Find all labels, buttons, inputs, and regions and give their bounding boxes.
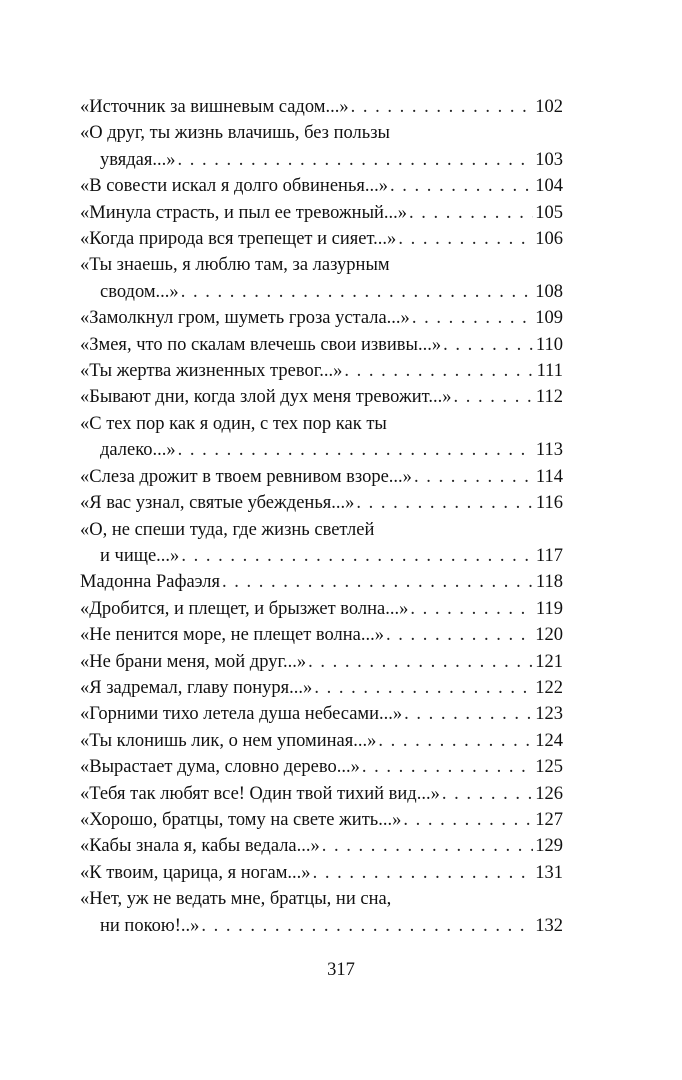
- toc-entry: [80, 490, 563, 516]
- dot-leader: [453, 384, 533, 410]
- toc-entry-title-line: «Слеза дрожит в твоем ревнивом взоре...»: [80, 466, 412, 487]
- toc-entry: [80, 596, 563, 622]
- dot-leader: [390, 173, 533, 199]
- toc-entry-page-number: 132: [535, 915, 563, 936]
- toc-entry: [80, 94, 563, 120]
- toc-entry: [80, 120, 563, 173]
- toc-entry-title-line: «С тех пор как я один, с тех пор как ты: [80, 413, 387, 434]
- toc-entry: [80, 358, 563, 384]
- toc-entry-page-number: 116: [535, 493, 563, 514]
- toc-entry-page-number: 127: [535, 809, 563, 830]
- toc-entry: [80, 675, 563, 701]
- dot-leader: [404, 701, 533, 727]
- toc-entry-row: [80, 173, 563, 199]
- toc-entry-page-number: 112: [535, 387, 563, 408]
- toc-entry-title-line: «Я вас узнал, святые убежденья...»: [80, 493, 355, 514]
- toc-entry-row: [80, 147, 563, 173]
- dot-leader: [351, 94, 534, 120]
- dot-leader: [201, 913, 533, 939]
- toc-entry-row: [80, 200, 563, 226]
- toc-entry-page-number: 104: [535, 176, 563, 197]
- toc-entry-row: [80, 490, 563, 516]
- toc-entry-row: [80, 384, 563, 410]
- toc-entry-page-number: 122: [535, 677, 563, 698]
- toc-entry-title-line: «Я задремал, главу понуря...»: [80, 677, 313, 698]
- toc-entry: [80, 411, 563, 464]
- toc-entry-title-line: «Хорошо, братцы, тому на свете жить...»: [80, 809, 402, 830]
- dot-leader: [442, 781, 533, 807]
- toc-entry-page-number: 121: [535, 651, 563, 672]
- toc-entry-row: [80, 305, 563, 331]
- toc-entry-title-line: и чище...»: [100, 545, 180, 566]
- dot-leader: [412, 305, 533, 331]
- dot-leader: [386, 622, 533, 648]
- toc-entry-page-number: 110: [535, 334, 563, 355]
- toc-entry-title-line: «Источник за вишневым садом...»: [80, 97, 349, 117]
- dot-leader: [308, 649, 533, 675]
- page-number: 317: [327, 960, 355, 980]
- toc-entry-row: [80, 781, 563, 807]
- toc-entry: [80, 886, 563, 939]
- toc-entry: [80, 728, 563, 754]
- toc-entry-page-number: 114: [535, 466, 563, 487]
- dot-leader: [181, 543, 534, 569]
- toc-entry-title-line: «О, не спеши туда, где жизнь светлей: [80, 519, 375, 540]
- toc-entry-row: [80, 569, 563, 595]
- toc-entry: [80, 517, 563, 570]
- dot-leader: [178, 147, 534, 173]
- toc-entry-title-line: сводом...»: [100, 281, 179, 302]
- dot-leader: [378, 728, 533, 754]
- toc-entry: [80, 781, 563, 807]
- dot-leader: [344, 358, 534, 384]
- dot-leader: [443, 332, 534, 358]
- toc-entry-title-line: «Вырастает дума, словно дерево...»: [80, 757, 360, 778]
- toc-entry-title-line: «Когда природа вся трепещет и сияет...»: [80, 229, 397, 250]
- toc-entry-row: [80, 464, 563, 490]
- toc-entry-page-number: 111: [536, 361, 563, 382]
- dot-leader: [178, 437, 534, 463]
- toc-entry-title-line: «Бывают дни, когда злой дух меня тревожит...»: [80, 387, 452, 408]
- toc-entry-title-line: «О друг, ты жизнь влачишь, без пользы: [80, 123, 390, 144]
- toc-entry-row: [80, 279, 563, 305]
- toc-entry: [80, 384, 563, 410]
- toc-entry-row: [80, 358, 563, 384]
- toc-entry: [80, 622, 563, 648]
- toc-entry-title-line: «Ты знаешь, я люблю там, за лазурным: [80, 255, 390, 276]
- dot-leader: [356, 490, 534, 516]
- toc-entry-title-line: «Замолкнул гром, шуметь гроза устала...»: [80, 308, 410, 329]
- table-of-contents: [80, 94, 563, 939]
- toc-entry: [80, 701, 563, 727]
- toc-entry-page-number: 126: [535, 783, 563, 804]
- toc-entry-row: [80, 913, 563, 939]
- toc-entry-title-line: «Ты жертва жизненных тревог...»: [80, 361, 343, 382]
- toc-entry: [80, 252, 563, 305]
- dot-leader: [314, 675, 533, 701]
- dot-leader: [322, 833, 533, 859]
- toc-entry-page-number: 125: [535, 757, 563, 778]
- toc-entry-page-number: 120: [535, 625, 563, 646]
- dot-leader: [313, 860, 534, 886]
- toc-entry-title-line: ни покою!..»: [100, 915, 200, 936]
- toc-entry-row: [80, 701, 563, 727]
- dot-leader: [403, 807, 533, 833]
- toc-entry: [80, 860, 563, 886]
- toc-entry: [80, 569, 563, 595]
- toc-entry-row: [80, 94, 563, 120]
- toc-entry: [80, 173, 563, 199]
- dot-leader: [409, 200, 533, 226]
- toc-entry-page-number: 117: [535, 545, 563, 566]
- toc-entry-title-line: «Нет, уж не ведать мне, братцы, ни сна,: [80, 889, 392, 910]
- toc-entry-title-line: «Кабы знала я, кабы ведала...»: [80, 836, 320, 857]
- toc-entry-page-number: 124: [535, 730, 563, 751]
- toc-entry-row: [80, 754, 563, 780]
- toc-entry-row: [80, 226, 563, 252]
- toc-entry-title-line: «Минула страсть, и пыл ее тревожный...»: [80, 202, 408, 223]
- toc-entry-row: [80, 596, 563, 622]
- toc-entry-title-line: Мадонна Рафаэля: [80, 572, 221, 593]
- toc-entry-title-line: «Не брани меня, мой друг...»: [80, 651, 307, 672]
- toc-entry: [80, 833, 563, 859]
- toc-entry-page-number: 109: [535, 308, 563, 329]
- toc-entry-title-line: «Дробится, и плещет, и брызжет волна...»: [80, 598, 409, 619]
- toc-entry-row: [80, 860, 563, 886]
- toc-entry-row: [80, 728, 563, 754]
- toc-entry-title-line: увядая...»: [100, 149, 176, 170]
- toc-entry-page-number: 113: [535, 440, 563, 461]
- toc-entry-row: [80, 833, 563, 859]
- toc-entry-row: [80, 543, 563, 569]
- toc-entry: [80, 754, 563, 780]
- toc-entry-title-line: далеко...»: [100, 440, 176, 461]
- toc-entry-title-line: «К твоим, царица, я ногам...»: [80, 862, 311, 883]
- toc-entry-row: [80, 675, 563, 701]
- toc-entry-row: [80, 807, 563, 833]
- toc-entry: [80, 305, 563, 331]
- toc-entry-row: [80, 622, 563, 648]
- dot-leader: [398, 226, 533, 252]
- toc-entry-row: [80, 332, 563, 358]
- toc-entry-title-line: «Не пенится море, не плещет волна...»: [80, 625, 385, 646]
- toc-entry-page-number: 119: [535, 598, 563, 619]
- dot-leader: [410, 596, 534, 622]
- toc-entry-row: [80, 437, 563, 463]
- toc-entry-title-line: «В совести искал я долго обвиненья...»: [80, 176, 389, 197]
- toc-entry: [80, 200, 563, 226]
- toc-entry-title-line: «Горними тихо летела душа небесами...»: [80, 704, 403, 725]
- toc-entry-page-number: 102: [535, 97, 563, 117]
- toc-entry-page-number: 123: [535, 704, 563, 725]
- toc-entry-title-line: «Змея, что по скалам влечешь свои извивы...»: [80, 334, 442, 355]
- toc-entry: [80, 649, 563, 675]
- toc-entry: [80, 332, 563, 358]
- toc-entry: [80, 807, 563, 833]
- toc-entry-page-number: 108: [535, 281, 563, 302]
- dot-leader: [414, 464, 534, 490]
- toc-entry-page-number: 118: [535, 572, 563, 593]
- dot-leader: [222, 569, 534, 595]
- toc-entry: [80, 464, 563, 490]
- toc-entry-title-line: «Ты клонишь лик, о нем упоминая...»: [80, 730, 377, 751]
- toc-entry-page-number: 105: [535, 202, 563, 223]
- dot-leader: [181, 279, 534, 305]
- toc-entry-page-number: 129: [535, 836, 563, 857]
- toc-entry-row: [80, 649, 563, 675]
- dot-leader: [362, 754, 533, 780]
- toc-entry-page-number: 106: [535, 229, 563, 250]
- toc-entry-title-line: «Тебя так любят все! Один твой тихий вид...»: [80, 783, 440, 804]
- toc-entry: [80, 226, 563, 252]
- toc-entry-page-number: 103: [535, 149, 563, 170]
- toc-entry-page-number: 131: [535, 862, 563, 883]
